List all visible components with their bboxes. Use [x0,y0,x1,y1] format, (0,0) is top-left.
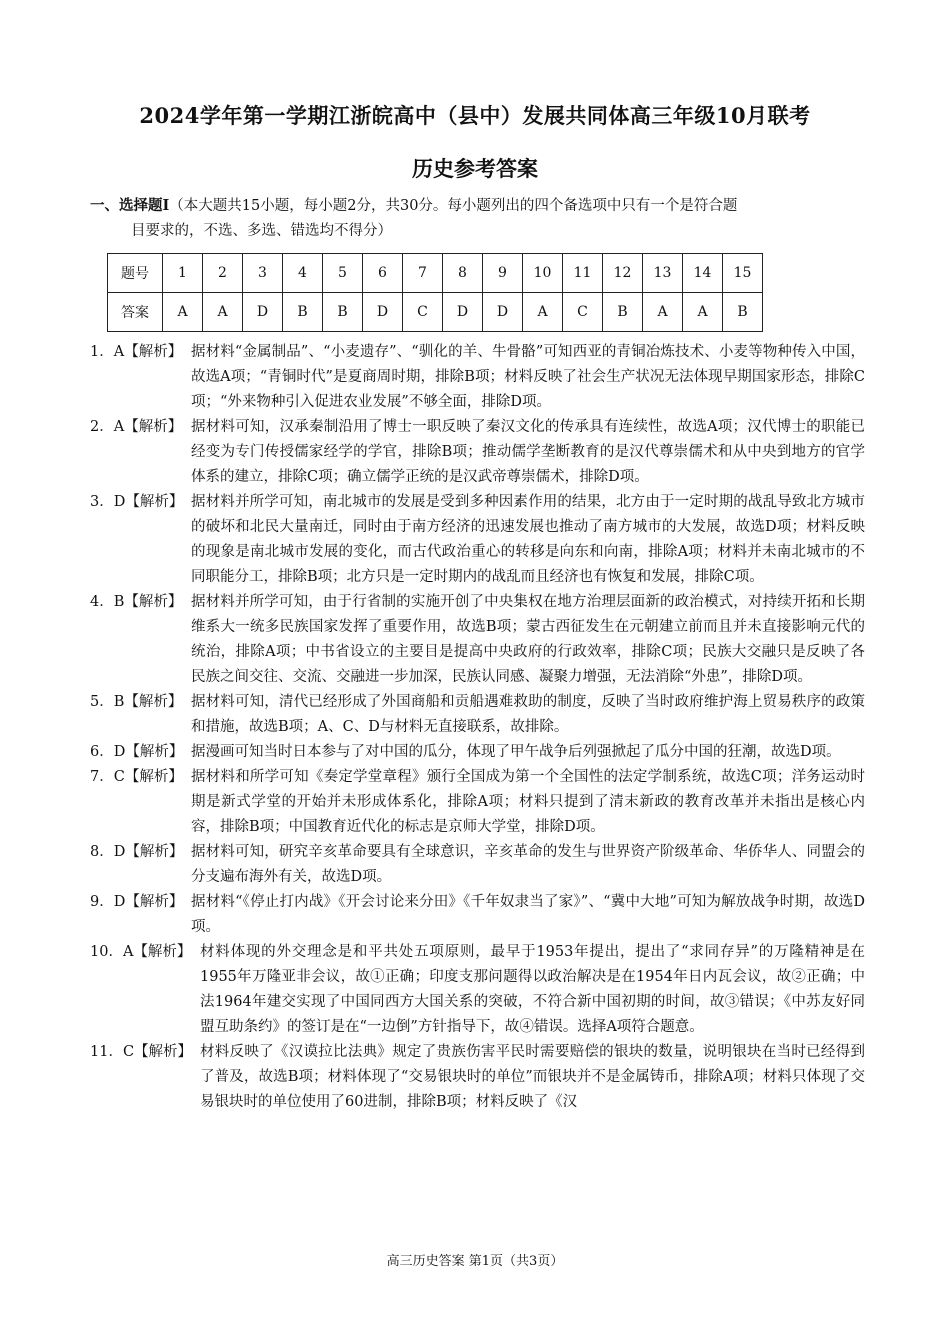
explanation-item [90,490,865,590]
item-text: 据材料和所学可知《奏定学堂章程》颁行全国成为第一个全国性的法定学制系统，故选C项；洋务运动时期是新式学堂的开始并未形成体系化，排除A项；材料只提到了清末新政的教育改革并未指出是核心内容，排除B项；中国教育近代化的标志是京师大学堂，排除D项。 [191,769,865,835]
page-title: 2024学年第一学期江浙皖高中（县中）发展共同体高三年级10月联考 [139,103,811,128]
question-number-cell: 2 [203,254,243,293]
answer-table-number-row [108,254,763,293]
question-number-cell: 11 [563,254,603,293]
item-label: 9．D【解析】 [90,894,184,910]
question-number-cell: 13 [643,254,683,293]
answer-cell: A [203,293,243,332]
question-number-cell: 1 [163,254,203,293]
item-label: 5．B【解析】 [90,694,183,710]
item-text: 据材料可知，研究辛亥革命要具有全球意识，辛亥革命的发生与世界资产阶级革命、华侨华人、同盟会的分支遍布海外有关，故选D项。 [191,844,865,885]
answer-cell: A [163,293,203,332]
item-label: 4．B【解析】 [90,594,183,610]
question-number-cell: 6 [363,254,403,293]
item-text: 材料体现的外交理念是和平共处五项原则，最早于1953年提出，提出了“求同存异”的万隆精神是在1955年万隆亚非会议，故①正确；印度支那问题得以政治解决是在1954年日内瓦会议，故②正确；中法1964年建交实现了中国同西方大国关系的突破，不符合新中国初期的时间，故③错误；《中苏友好同盟互助条约》的签订是在“一边倒”方针指导下，故④错误。选择A项符合题意。 [200,944,865,1035]
question-number-cell: 8 [443,254,483,293]
explanation-item [90,840,865,890]
answer-cell: B [283,293,323,332]
section-description: （本大题共15小题，每小题2分，共30分。每小题列出的四个备选项中只有一个是符合题 [169,198,738,214]
question-number-cell: 10 [523,254,563,293]
item-label: 2．A【解析】 [90,419,183,435]
answer-table-answer-row [108,293,763,332]
question-number-cell: 7 [403,254,443,293]
item-label: 6．D【解析】 [90,744,184,760]
explanation-item [90,765,865,840]
answer-cell: D [363,293,403,332]
question-number-cell: 5 [323,254,363,293]
question-number-cell: 15 [723,254,763,293]
explanation-item [90,690,865,740]
item-text: 据材料并所学可知，由于行省制的实施开创了中央集权在地方治理层面新的政治模式，对持续开拓和长期维系大一统多民族国家发挥了重要作用，故选B项；蒙古西征发生在元朝建立前而且并未直接影响元代的统治，排除A项；中书省设立的主要目是提高中央政府的行政效率，排除C项；民族大交融只是反映了各民族之间交往、交流、交融进一步加深，民族认同感、凝聚力增强，无法消除“外患”，排除D项。 [191,594,865,685]
explanation-item [90,740,865,765]
answer-row-label: 答案 [108,293,163,332]
item-label: 3．D【解析】 [90,494,184,510]
answer-table [107,253,763,332]
answer-cell: B [323,293,363,332]
answer-cell: C [563,293,603,332]
answer-cell: A [523,293,563,332]
item-text: 据材料“金属制品”、“小麦遗存”、“驯化的羊、牛骨骼”可知西亚的青铜冶炼技术、小麦等物种传入中国，故选A项；“青铜时代”是夏商周时期，排除B项；材料反映了社会生产状况无法体现早期国家形态，排除C项；“外来物种引入促进农业发展”不够全面，排除D项。 [191,344,865,410]
item-text: 据材料可知，清代已经形成了外国商船和贡船遇难救助的制度，反映了当时政府维护海上贸易秩序的政策和措施，故选B项；A、C、D与材料无直接联系，故排除。 [191,694,865,735]
explanation-list [90,340,865,1115]
answer-cell: B [603,293,643,332]
item-label: 10．A【解析】 [90,944,192,960]
answer-cell: D [483,293,523,332]
page-subtitle: 历史参考答案 [412,156,538,181]
item-label: 11．C【解析】 [90,1044,193,1060]
section-description-line2: 目要求的，不选、多选、错选均不得分） [131,223,392,239]
answer-cell: D [443,293,483,332]
section-title: 一、选择题Ⅰ [90,197,170,214]
question-number-cell: 14 [683,254,723,293]
item-label: 8．D【解析】 [90,844,184,860]
section-header [90,193,860,244]
answer-cell: B [723,293,763,332]
answer-cell: C [403,293,443,332]
explanation-item [90,890,865,940]
item-text: 据材料可知，汉承秦制沿用了博士一职反映了秦汉文化的传承具有连续性，故选A项；汉代博士的职能已经变为专门传授儒家经学的学官，排除B项；推动儒学垄断教育的是汉代尊崇儒术和从中央到地方的官学体系的建立，排除C项；确立儒学正统的是汉武帝尊崇儒术，排除D项。 [191,419,865,485]
question-number-cell: 4 [283,254,323,293]
explanation-item [90,940,865,1040]
answer-cell: A [683,293,723,332]
question-number-cell: 3 [243,254,283,293]
explanation-item [90,590,865,690]
item-text: 据材料并所学可知，南北城市的发展是受到多种因素作用的结果，北方由于一定时期的战乱导致北方城市的破坏和北民大量南迁，同时由于南方经济的迅速发展也推动了南方城市的大发展，故选D项；材料反映的现象是南北城市发展的变化，而古代政治重心的转移是向东和向南，排除A项；材料并未南北城市的不同职能分工，排除B项；北方只是一定时期内的战乱而且经济也有恢复和发展，排除C项。 [191,494,865,585]
explanation-item [90,415,865,490]
question-number-cell: 9 [483,254,523,293]
item-label: 7．C【解析】 [90,769,183,785]
item-label: 1．A【解析】 [90,344,183,360]
page-footer: 高三历史答案 第1页（共3页） [386,1254,564,1269]
item-text: 据材料“《停止打内战》《开会讨论来分田》《千年奴隶当了家》”、“冀中大地”可知为解放战争时期，故选D项。 [191,894,865,935]
answer-cell: D [243,293,283,332]
answer-cell: A [643,293,683,332]
item-text: 据漫画可知当时日本参与了对中国的瓜分，体现了甲午战争后列强掀起了瓜分中国的狂潮，故选D项。 [191,744,841,760]
number-row-label: 题号 [108,254,163,293]
item-text: 材料反映了《汉谟拉比法典》规定了贵族伤害平民时需要赔偿的银块的数量，说明银块在当时已经得到了普及，故选B项；材料体现了“交易银块时的单位”而银块并不是金属铸币，排除A项；材料只体现了交易银块时的单位使用了60进制，排除B项；材料反映了《汉 [200,1044,865,1110]
explanation-item [90,340,865,415]
explanation-item [90,1040,865,1115]
question-number-cell: 12 [603,254,643,293]
